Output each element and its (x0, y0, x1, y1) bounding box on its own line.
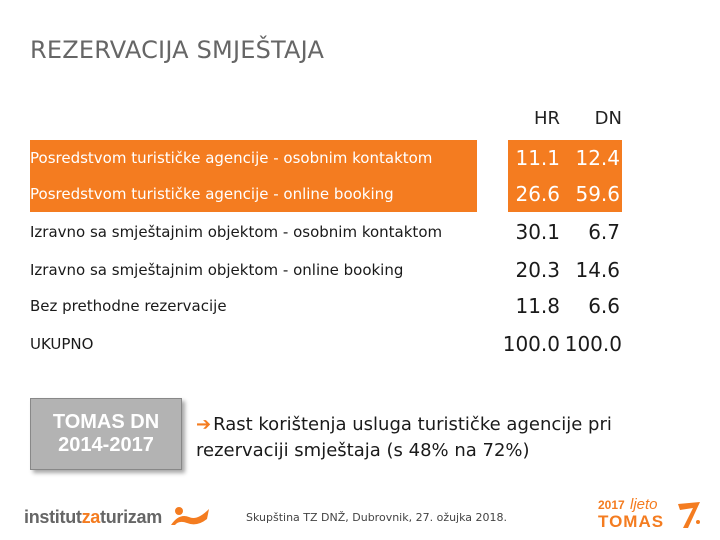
tomas-box-line1: TOMAS DN (52, 411, 160, 433)
logo-text-part1: institut (24, 507, 82, 527)
table-row (30, 288, 622, 324)
ljeto-tomas-logo (596, 494, 716, 534)
value-dn: 100.0 (564, 332, 622, 356)
brand-year: 2017 (598, 498, 625, 512)
brand-word2: TOMAS (598, 512, 665, 531)
value-dn: 6.6 (588, 294, 620, 318)
logo-text-part2: za (81, 507, 101, 527)
value-dn: 12.4 (575, 146, 620, 170)
key-finding (196, 412, 666, 464)
value-dn: 59.6 (575, 182, 620, 206)
table-row (30, 176, 622, 212)
row-label: Posredstvom turističke agencije - online booking (30, 185, 394, 203)
column-header-dn: DN (594, 108, 622, 129)
row-label: Izravno sa smještajnim objektom - online booking (30, 261, 404, 279)
value-hr: 11.1 (515, 146, 560, 170)
brand-word1: ljeto (630, 496, 658, 513)
value-dn: 14.6 (575, 258, 620, 282)
table-row-total (30, 326, 622, 362)
table-row (30, 214, 622, 250)
table-row (30, 252, 622, 288)
row-label: UKUPNO (30, 335, 94, 353)
footer-caption: Skupština TZ DNŽ, Dubrovnik, 27. ožujka 2018. (246, 511, 508, 524)
arrow-right-icon: ➔ (196, 414, 212, 435)
value-hr: 26.6 (515, 182, 560, 206)
slide-title: REZERVACIJA SMJEŠTAJA (30, 36, 325, 64)
column-header-hr: HR (533, 108, 560, 129)
value-hr: 30.1 (515, 220, 560, 244)
table-row (30, 140, 622, 176)
value-hr: 20.3 (515, 258, 560, 282)
row-label: Posredstvom turističke agencije - osobnim kontaktom (30, 149, 433, 167)
logo-text-part3: turizam (100, 507, 162, 527)
value-dn: 6.7 (588, 220, 620, 244)
value-hr: 11.8 (515, 294, 560, 318)
row-label: Bez prethodne rezervacije (30, 297, 227, 315)
value-hr: 100.0 (502, 332, 560, 356)
row-label: Izravno sa smještajnim objektom - osobnim kontaktom (30, 223, 443, 241)
institut-za-turizam-logo (24, 505, 211, 528)
logo-mark-icon (169, 505, 211, 527)
key-finding-text: Rast korištenja usluga turističke agencije pri rezervaciji smještaja (s 48% na 72%) (196, 414, 612, 461)
tomas-dn-box (30, 398, 182, 470)
brand-seven-mark-icon (674, 498, 704, 530)
tomas-box-line2: 2014-2017 (58, 434, 154, 456)
